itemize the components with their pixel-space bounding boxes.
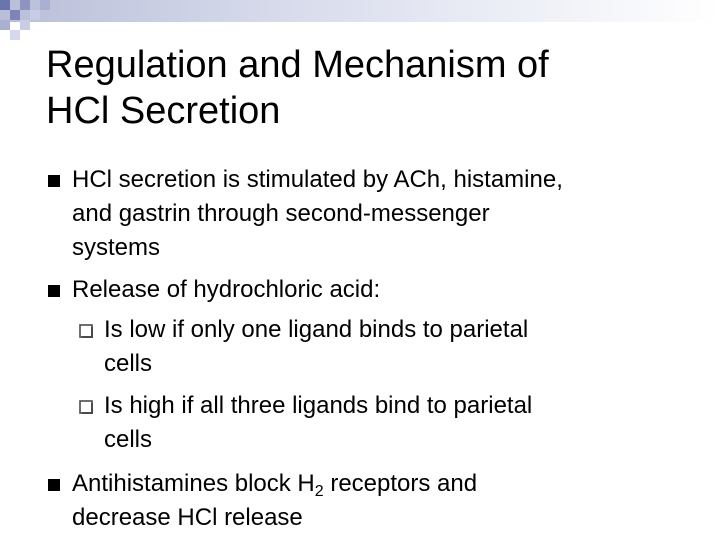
bullet-3-line-1 (72, 470, 477, 498)
bullet-1-line-3: systems (72, 234, 161, 261)
bullet-3-text-before-subscript: Antihistamines block H (72, 470, 315, 497)
square-bullet-icon (48, 479, 60, 491)
bullet-1-line-1: HCl secretion is stimulated by ACh, histamine, (72, 166, 563, 193)
square-bullet-icon (48, 285, 60, 297)
hollow-square-bullet-icon (79, 324, 93, 338)
square-bullet-icon (48, 175, 60, 187)
bullet-3-text-after-subscript: receptors and (323, 470, 478, 497)
bullet-1-line-2: and gastrin through second-messenger (72, 200, 490, 227)
sub-bullet-1-line-1: Is low if only one ligand binds to parietal (104, 316, 529, 343)
title-line-2: HCl Secretion (46, 90, 281, 132)
title-line-1: Regulation and Mechanism of (46, 44, 549, 86)
bullet-3-subscript: 2 (314, 483, 324, 500)
hollow-square-bullet-icon (79, 400, 93, 414)
sub-bullet-1-line-2: cells (104, 350, 153, 377)
bullet-3-line-2: decrease HCl release (72, 504, 303, 531)
sub-bullet-2-line-2: cells (104, 426, 153, 453)
slide-title (46, 42, 686, 134)
bullet-2-line-1: Release of hydrochloric acid: (72, 276, 381, 303)
decorative-top-band (0, 0, 720, 22)
checker-pattern-icon (0, 0, 60, 44)
sub-bullet-2-line-1: Is high if all three ligands bind to parietal (104, 392, 533, 419)
